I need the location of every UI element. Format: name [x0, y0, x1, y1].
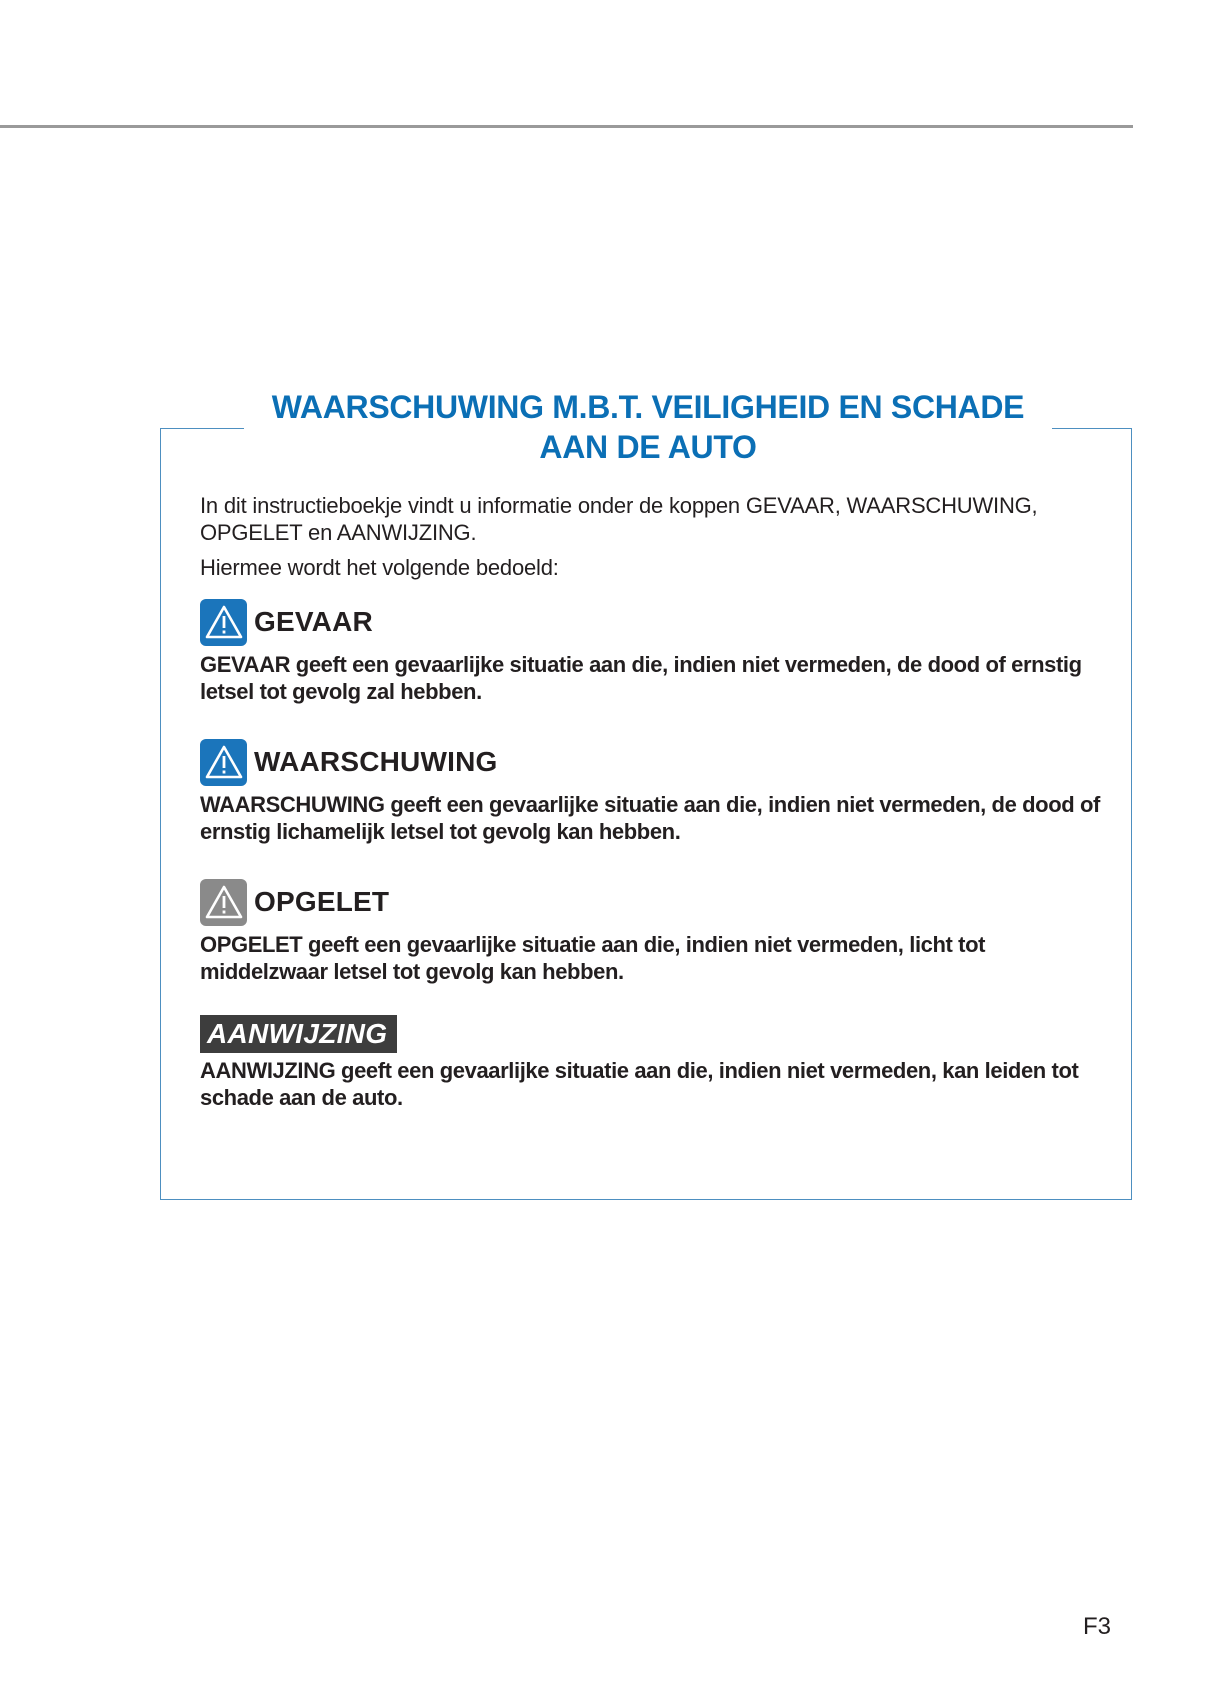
section-body: AANWIJZING geeft een gevaarlijke situatie aan die, indien niet vermeden, kan leiden tot schade aan de auto. [200, 1058, 1079, 1110]
page-number: F3 [1083, 1613, 1112, 1640]
section-header [200, 738, 1100, 786]
top-rule [0, 125, 1133, 128]
title-line-2: AAN DE AUTO [539, 429, 757, 465]
section-heading: OPGELET [254, 886, 390, 917]
section-heading: WAARSCHUWING [254, 746, 498, 777]
section-caution [200, 878, 1100, 985]
section-danger [200, 598, 1100, 705]
section-notice [200, 1015, 1100, 1111]
title-line-1: WAARSCHUWING M.B.T. VEILIGHEID EN SCHADE [271, 389, 1025, 425]
warning-triangle-icon [200, 879, 247, 926]
intro-paragraph: In dit instructieboekje vindt u informatie onder de koppen GEVAAR, WAARSCHUWING, OPGELET en AANWIJZING. [200, 493, 1038, 545]
section-header [200, 878, 1100, 926]
section-body: GEVAAR geeft een gevaarlijke situatie aan die, indien niet vermeden, de dood of ernstig letsel tot gevolg zal hebben. [200, 652, 1082, 704]
section-warning [200, 738, 1100, 845]
notice-label: AANWIJZING [200, 1015, 397, 1053]
section-heading: GEVAAR [254, 606, 373, 637]
page-title [244, 387, 1052, 467]
box-content [200, 492, 1100, 1111]
section-header [200, 598, 1100, 646]
intro-lead-in: Hiermee wordt het volgende bedoeld: [200, 555, 559, 580]
section-body: WAARSCHUWING geeft een gevaarlijke situatie aan die, indien niet vermeden, de dood of ernstig lichamelijk letsel tot gevolg kan hebben. [200, 792, 1100, 844]
warning-triangle-icon [200, 739, 247, 786]
section-body: OPGELET geeft een gevaarlijke situatie aan die, indien niet vermeden, licht tot middelzwaar letsel tot gevolg kan hebben. [200, 932, 986, 984]
warning-triangle-icon [200, 599, 247, 646]
